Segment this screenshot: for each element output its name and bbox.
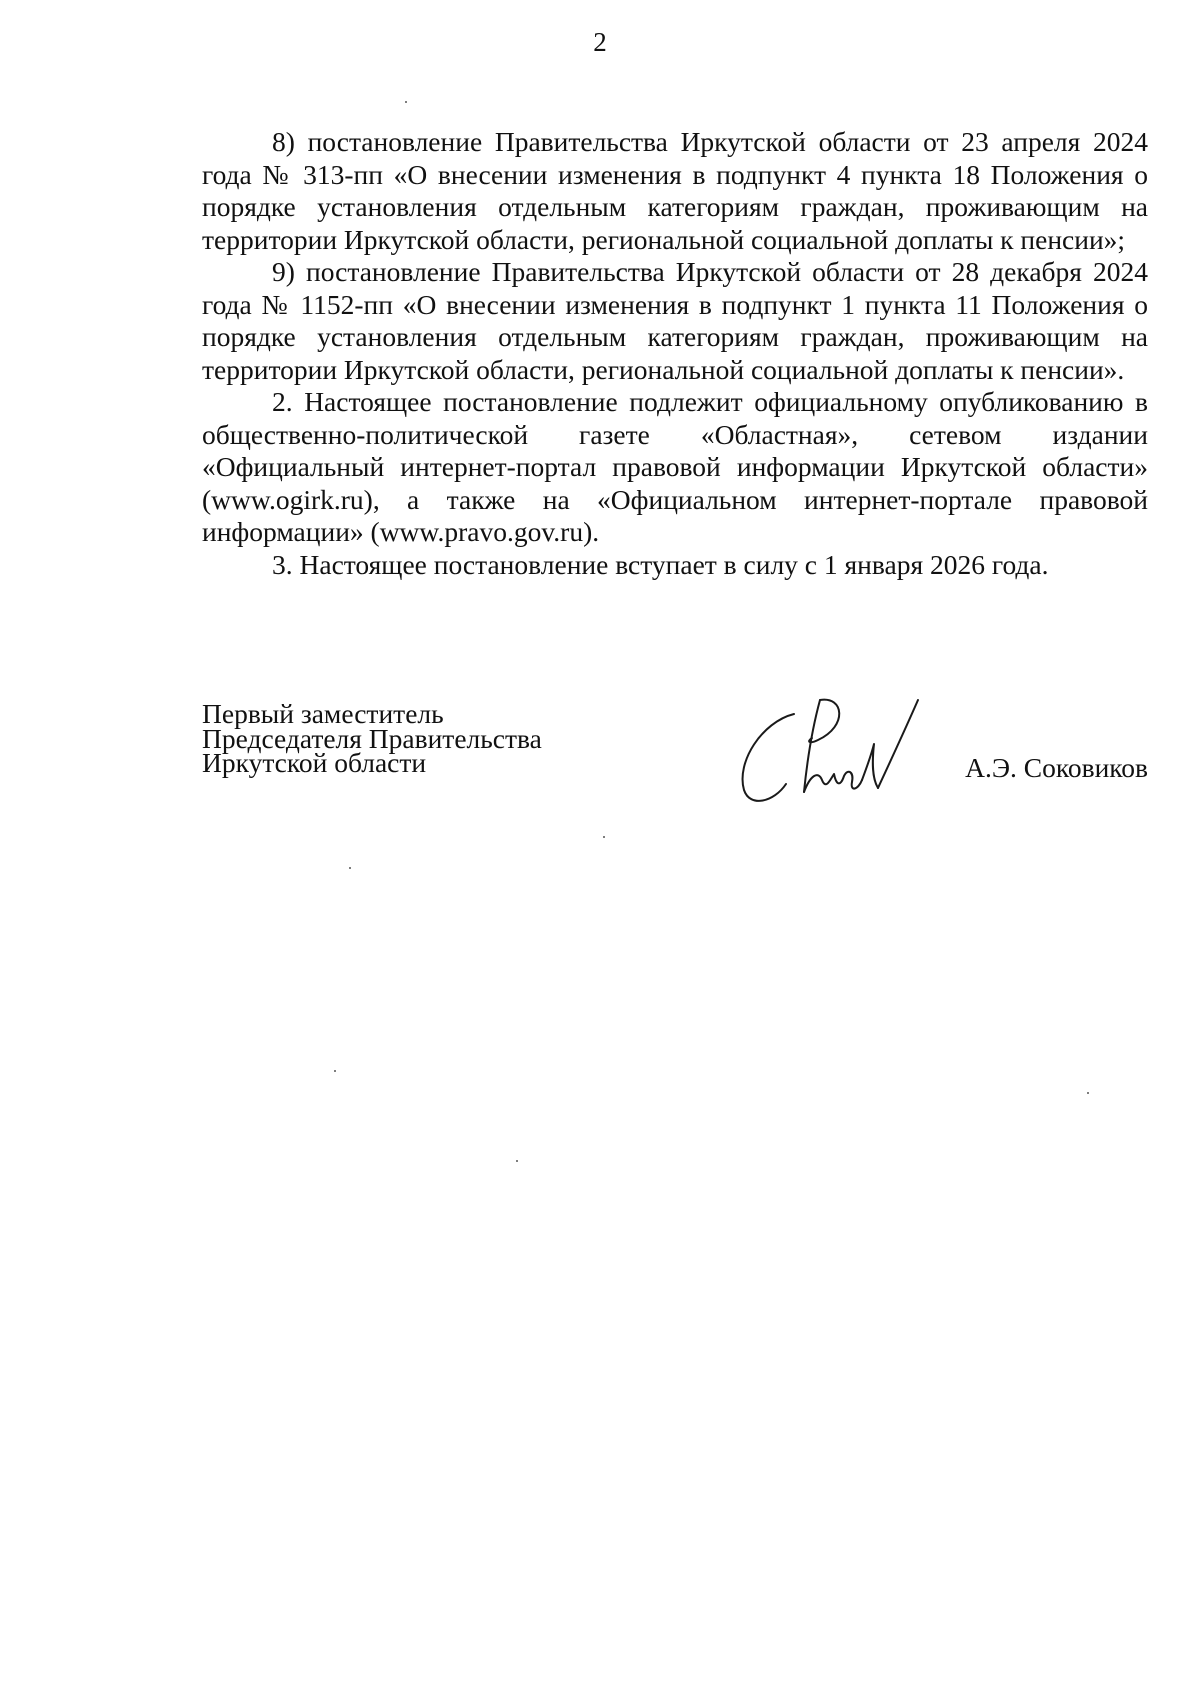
handwritten-signature xyxy=(722,692,942,812)
signatory-title xyxy=(202,698,542,778)
signatory-name: А.Э. Соковиков xyxy=(965,752,1148,783)
paragraph-item-8: 8) постановление Правительства Иркутской области от 23 апреля 2024 года № 313-пп «О внесении изменения в подпункт 4 пункта 18 Положения о порядке установления отдельным категориям граждан, проживающим на территории Иркутской области, региональной социальной доплаты к пенсии»; xyxy=(202,126,1148,255)
paragraph-effective-date: 3. Настоящее постановление вступает в силу с 1 января 2026 года. xyxy=(272,548,1049,580)
document-body xyxy=(202,126,1148,581)
signatory-title-line: Председателя Правительства xyxy=(202,722,542,754)
scan-speck xyxy=(1087,1092,1089,1094)
signatory-title-line: Иркутской области xyxy=(202,747,427,778)
scan-speck xyxy=(603,836,605,838)
scan-speck xyxy=(516,1160,518,1162)
paragraph-item-9: 9) постановление Правительства Иркутской области от 28 декабря 2024 года № 1152-пп «О внесении изменения в подпункт 1 пункта 11 Положения о порядке установления отдельным категориям граждан, проживающим на территории Иркутской области, региональной социальной доплаты к пенсии». xyxy=(202,256,1148,385)
signature-block xyxy=(202,698,1148,802)
signatory-title-line: Первый заместитель xyxy=(202,698,444,729)
scan-speck xyxy=(405,101,407,103)
page-number: 2 xyxy=(593,27,607,57)
paragraph-publication: 2. Настоящее постановление подлежит официальному опубликованию в общественно-политической газете «Областная», сетевом издании «Официальный интернет-портал правовой информации Иркутской области» (www.ogirk.ru), а также на «Официальном интернет-портале правовой информации» (www.pravo.gov.ru). xyxy=(202,386,1148,547)
scan-speck xyxy=(349,867,351,869)
scan-speck xyxy=(334,1070,336,1072)
